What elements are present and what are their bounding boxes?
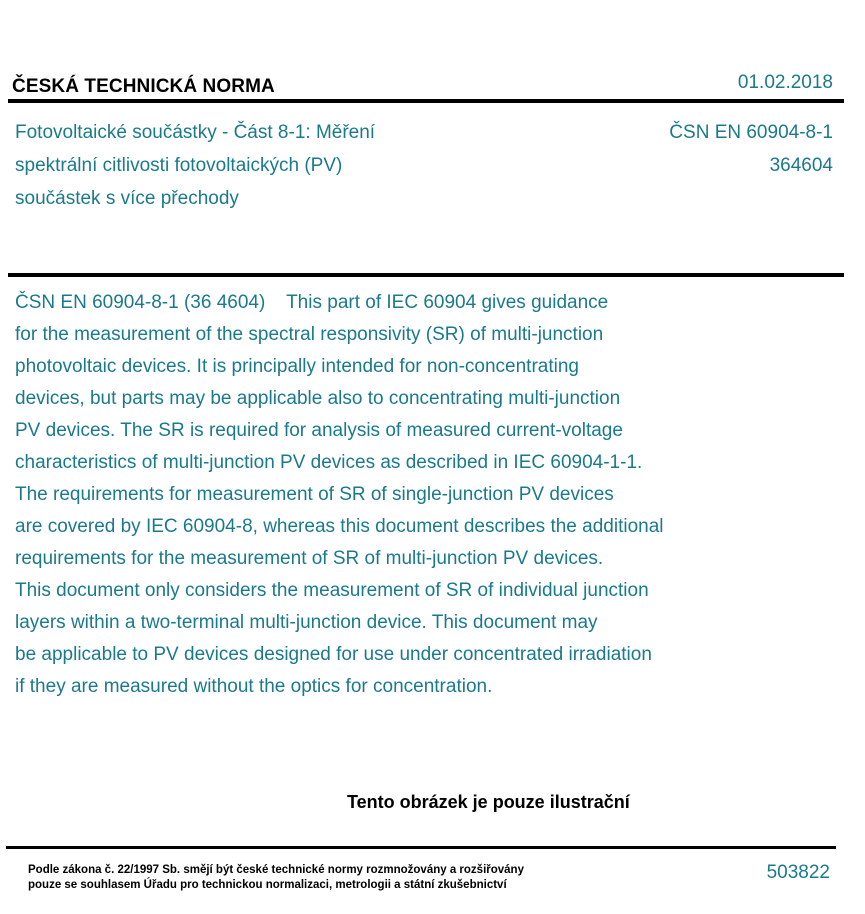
bottom-divider [6,846,836,849]
abstract-line: characteristics of multi-junction PV devices as described in IEC 60904-1-1. [15,452,643,473]
abstract [15,287,795,703]
standard-title-line: spektrální citlivosti fotovoltaických (PV) [15,155,343,176]
top-divider [8,99,844,103]
standard-identifiers [669,116,833,182]
abstract-line: for the measurement of the spectral responsivity (SR) of multi-junction [15,324,604,345]
legal-notice [28,863,524,893]
abstract-line: if they are measured without the optics for concentration. [15,676,493,697]
abstract-line: be applicable to PV devices designed for use under concentrated irradiation [15,644,652,665]
abstract-line: photovoltaic devices. It is principally intended for non-concentrating [15,356,579,377]
legal-line: Podle zákona č. 22/1997 Sb. smějí být české technické normy rozmnožovány a rozšiřovány [28,864,524,876]
abstract-line: requirements for the measurement of SR of multi-junction PV devices. [15,548,604,569]
abstract-line: devices, but parts may be applicable also to concentrating multi-junction [15,388,621,409]
class-number: 364604 [769,155,833,176]
abstract-line: The requirements for measurement of SR of single-junction PV devices [15,484,614,505]
legal-line: pouze se souhlasem Úřadu pro technickou normalizaci, metrologii a státní zkušebnictví [28,879,507,891]
publication-date: 01.02.2018 [737,72,833,93]
abstract-line: This document only considers the measurement of SR of individual junction [15,580,649,601]
illustration-note: Tento obrázek je pouze ilustrační [347,792,630,812]
standard-title-line: Fotovoltaické součástky - Část 8-1: Měření [15,122,376,143]
standard-code: ČSN EN 60904-8-1 [669,122,833,143]
abstract-line: PV devices. The SR is required for analysis of measured current-voltage [15,420,623,441]
standard-title [15,116,375,215]
abstract-line: ČSN EN 60904-8-1 (36 4604) This part of IEC 60904 gives guidance [15,292,609,313]
document-number: 503822 [766,862,830,883]
abstract-line: layers within a two-terminal multi-junction device. This document may [15,612,598,633]
standard-title-line: součástek s více přechody [15,188,239,209]
header-title: ČESKÁ TECHNICKÁ NORMA [12,76,275,97]
middle-divider [8,273,844,277]
abstract-line: are covered by IEC 60904-8, whereas this document describes the additional [15,516,664,537]
